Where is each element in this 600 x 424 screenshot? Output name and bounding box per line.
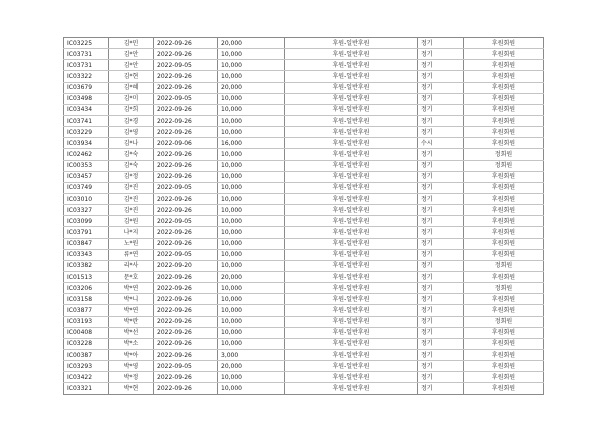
member-status-cell: 후원회원: [464, 82, 544, 93]
donor-id-cell: IC00387: [64, 349, 109, 360]
table-row: [64, 49, 544, 60]
table-row: [64, 138, 544, 149]
donation-type-cell: 정기: [418, 283, 464, 294]
donation-date-cell: 2022-09-26: [154, 115, 218, 126]
table-row: [64, 383, 544, 394]
donation-date-cell: 2022-09-26: [154, 338, 218, 349]
donor-id-cell: IC03321: [64, 383, 109, 394]
donation-category-cell: 후원-일반후원: [285, 372, 418, 383]
member-status-cell: 후원회원: [464, 127, 544, 138]
donation-category-cell: 후원-일반후원: [285, 138, 418, 149]
member-status-cell: 정회원: [464, 160, 544, 171]
donation-amount-cell: 10,000: [218, 305, 285, 316]
donation-type-cell: 정기: [418, 127, 464, 138]
donor-id-cell: IC03193: [64, 316, 109, 327]
donor-name-cell: 노*원: [109, 238, 154, 249]
donor-name-cell: 김*원: [109, 216, 154, 227]
member-status-cell: 후원회원: [464, 193, 544, 204]
donation-type-cell: 정기: [418, 349, 464, 360]
donation-amount-cell: 10,000: [218, 338, 285, 349]
donation-category-cell: 후원-일반후원: [285, 160, 418, 171]
donation-type-cell: 정기: [418, 338, 464, 349]
donation-amount-cell: 10,000: [218, 93, 285, 104]
donor-name-cell: 김*진: [109, 193, 154, 204]
member-status-cell: 후원회원: [464, 383, 544, 394]
donation-category-cell: 후원-일반후원: [285, 227, 418, 238]
member-status-cell: 정회원: [464, 316, 544, 327]
donation-category-cell: 후원-일반후원: [285, 305, 418, 316]
donation-amount-cell: 10,000: [218, 372, 285, 383]
donor-id-cell: IC03343: [64, 249, 109, 260]
donation-amount-cell: 16,000: [218, 138, 285, 149]
donation-amount-cell: 10,000: [218, 193, 285, 204]
donation-amount-cell: 10,000: [218, 294, 285, 305]
donation-type-cell: 정기: [418, 238, 464, 249]
donation-amount-cell: 10,000: [218, 283, 285, 294]
member-status-cell: 후원회원: [464, 138, 544, 149]
member-status-cell: 후원회원: [464, 71, 544, 82]
donation-amount-cell: 20,000: [218, 271, 285, 282]
donation-type-cell: 정기: [418, 249, 464, 260]
table-row: [64, 316, 544, 327]
donor-id-cell: IC03847: [64, 238, 109, 249]
donation-date-cell: 2022-09-05: [154, 60, 218, 71]
donation-category-cell: 후원-일반후원: [285, 349, 418, 360]
donor-id-cell: IC03877: [64, 305, 109, 316]
donation-type-cell: 정기: [418, 82, 464, 93]
table-row: [64, 82, 544, 93]
donation-date-cell: 2022-09-26: [154, 349, 218, 360]
donation-amount-cell: 10,000: [218, 383, 285, 394]
table-row: [64, 327, 544, 338]
donor-id-cell: IC03498: [64, 93, 109, 104]
table-row: [64, 127, 544, 138]
donation-amount-cell: 20,000: [218, 38, 285, 49]
donation-category-cell: 후원-일반후원: [285, 316, 418, 327]
donor-id-cell: IC03228: [64, 338, 109, 349]
donation-date-cell: 2022-09-05: [154, 93, 218, 104]
donor-id-cell: IC03934: [64, 138, 109, 149]
donor-id-cell: IC01513: [64, 271, 109, 282]
member-status-cell: 후원회원: [464, 294, 544, 305]
table-row: [64, 349, 544, 360]
donation-date-cell: 2022-09-20: [154, 260, 218, 271]
donor-id-cell: IC00353: [64, 160, 109, 171]
member-status-cell: 후원회원: [464, 327, 544, 338]
member-status-cell: 후원회원: [464, 182, 544, 193]
member-status-cell: 후원회원: [464, 38, 544, 49]
donor-name-cell: 김*안: [109, 49, 154, 60]
donor-id-cell: IC03322: [64, 71, 109, 82]
donor-name-cell: 김*정: [109, 171, 154, 182]
donation-date-cell: 2022-09-26: [154, 383, 218, 394]
donation-category-cell: 후원-일반후원: [285, 338, 418, 349]
donation-category-cell: 후원-일반후원: [285, 104, 418, 115]
donation-category-cell: 후원-일반후원: [285, 93, 418, 104]
donor-name-cell: 김*나: [109, 138, 154, 149]
donor-name-cell: 김*민: [109, 38, 154, 49]
table-row: [64, 160, 544, 171]
donation-type-cell: 정기: [418, 49, 464, 60]
table-row: [64, 249, 544, 260]
member-status-cell: 후원회원: [464, 115, 544, 126]
donation-type-cell: 정기: [418, 216, 464, 227]
donor-id-cell: IC03010: [64, 193, 109, 204]
table-row: [64, 115, 544, 126]
donor-id-cell: IC03791: [64, 227, 109, 238]
table-row: [64, 238, 544, 249]
table-row: [64, 171, 544, 182]
table-row: [64, 305, 544, 316]
donor-id-cell: IC03158: [64, 294, 109, 305]
donation-date-cell: 2022-09-26: [154, 193, 218, 204]
donation-type-cell: 정기: [418, 260, 464, 271]
donation-type-cell: 정기: [418, 60, 464, 71]
member-status-cell: 후원회원: [464, 305, 544, 316]
donor-id-cell: IC03206: [64, 283, 109, 294]
donor-name-cell: 김*진: [109, 182, 154, 193]
donation-category-cell: 후원-일반후원: [285, 127, 418, 138]
donor-name-cell: 박*소: [109, 338, 154, 349]
donation-amount-cell: 20,000: [218, 361, 285, 372]
donation-amount-cell: 20,000: [218, 82, 285, 93]
table-row: [64, 338, 544, 349]
donor-id-cell: IC03434: [64, 104, 109, 115]
donation-amount-cell: 10,000: [218, 316, 285, 327]
donor-name-cell: 박*연: [109, 305, 154, 316]
donation-type-cell: 정기: [418, 149, 464, 160]
donation-amount-cell: 10,000: [218, 216, 285, 227]
donation-category-cell: 후원-일반후원: [285, 38, 418, 49]
donation-date-cell: 2022-09-26: [154, 104, 218, 115]
table-row: [64, 205, 544, 216]
table-row: [64, 60, 544, 71]
donation-category-cell: 후원-일반후원: [285, 327, 418, 338]
donation-date-cell: 2022-09-26: [154, 294, 218, 305]
member-status-cell: 후원회원: [464, 60, 544, 71]
donor-name-cell: 김*숙: [109, 160, 154, 171]
donation-date-cell: 2022-09-06: [154, 138, 218, 149]
donation-category-cell: 후원-일반후원: [285, 271, 418, 282]
donation-amount-cell: 3,000: [218, 349, 285, 360]
donor-id-cell: IC03731: [64, 49, 109, 60]
donation-category-cell: 후원-일반후원: [285, 71, 418, 82]
donation-category-cell: 후원-일반후원: [285, 82, 418, 93]
member-status-cell: 후원회원: [464, 271, 544, 282]
member-status-cell: 후원회원: [464, 238, 544, 249]
member-status-cell: 정회원: [464, 149, 544, 160]
table-row: [64, 283, 544, 294]
donation-category-cell: 후원-일반후원: [285, 383, 418, 394]
donation-category-cell: 후원-일반후원: [285, 115, 418, 126]
table-body: [64, 38, 544, 395]
member-status-cell: 후원회원: [464, 227, 544, 238]
donation-type-cell: 정기: [418, 372, 464, 383]
donation-category-cell: 후원-일반후원: [285, 361, 418, 372]
donor-name-cell: 김*안: [109, 60, 154, 71]
donor-name-cell: 나*지: [109, 227, 154, 238]
table-row: [64, 71, 544, 82]
donation-type-cell: 정기: [418, 93, 464, 104]
donor-id-cell: IC03225: [64, 38, 109, 49]
donation-amount-cell: 10,000: [218, 205, 285, 216]
donor-id-cell: IC00408: [64, 327, 109, 338]
donation-date-cell: 2022-09-26: [154, 38, 218, 49]
donor-name-cell: 김*경: [109, 115, 154, 126]
donation-records-table: [63, 37, 544, 395]
donation-category-cell: 후원-일반후원: [285, 216, 418, 227]
donation-date-cell: 2022-09-26: [154, 316, 218, 327]
donation-type-cell: 정기: [418, 361, 464, 372]
donation-amount-cell: 10,000: [218, 149, 285, 160]
donation-category-cell: 후원-일반후원: [285, 238, 418, 249]
donation-date-cell: 2022-09-26: [154, 160, 218, 171]
donor-name-cell: 박*영: [109, 361, 154, 372]
donor-id-cell: IC03293: [64, 361, 109, 372]
member-status-cell: 정회원: [464, 283, 544, 294]
donation-category-cell: 후원-일반후원: [285, 260, 418, 271]
member-status-cell: 후원회원: [464, 104, 544, 115]
member-status-cell: 후원회원: [464, 93, 544, 104]
donor-name-cell: 박*정: [109, 372, 154, 383]
donation-date-cell: 2022-09-26: [154, 283, 218, 294]
donation-type-cell: 정기: [418, 383, 464, 394]
donation-amount-cell: 10,000: [218, 260, 285, 271]
donation-amount-cell: 10,000: [218, 249, 285, 260]
member-status-cell: 후원회원: [464, 372, 544, 383]
donation-date-cell: 2022-09-05: [154, 216, 218, 227]
donation-amount-cell: 10,000: [218, 160, 285, 171]
member-status-cell: 후원회원: [464, 49, 544, 60]
donor-name-cell: 김*현: [109, 71, 154, 82]
donation-amount-cell: 10,000: [218, 327, 285, 338]
table-row: [64, 294, 544, 305]
donation-category-cell: 후원-일반후원: [285, 294, 418, 305]
donation-type-cell: 정기: [418, 182, 464, 193]
donor-name-cell: 박*현: [109, 383, 154, 394]
table-row: [64, 38, 544, 49]
donor-name-cell: 김*혜: [109, 82, 154, 93]
donor-id-cell: IC03422: [64, 372, 109, 383]
donation-type-cell: 정기: [418, 71, 464, 82]
donation-type-cell: 정기: [418, 271, 464, 282]
donation-category-cell: 후원-일반후원: [285, 205, 418, 216]
donation-type-cell: 정기: [418, 160, 464, 171]
donation-category-cell: 후원-일반후원: [285, 283, 418, 294]
member-status-cell: 후원회원: [464, 338, 544, 349]
donation-amount-cell: 10,000: [218, 182, 285, 193]
donation-category-cell: 후원-일반후원: [285, 182, 418, 193]
table-row: [64, 149, 544, 160]
donor-name-cell: 박*아: [109, 349, 154, 360]
member-status-cell: 후원회원: [464, 361, 544, 372]
donor-id-cell: IC03731: [64, 60, 109, 71]
member-status-cell: 정회원: [464, 260, 544, 271]
donor-name-cell: 박*선: [109, 327, 154, 338]
donation-amount-cell: 10,000: [218, 49, 285, 60]
table-row: [64, 182, 544, 193]
donor-name-cell: 류*연: [109, 249, 154, 260]
donation-amount-cell: 10,000: [218, 115, 285, 126]
donation-date-cell: 2022-09-26: [154, 127, 218, 138]
donation-type-cell: 정기: [418, 38, 464, 49]
donor-name-cell: 리*사: [109, 260, 154, 271]
donation-type-cell: 정기: [418, 316, 464, 327]
table-row: [64, 227, 544, 238]
donation-date-cell: 2022-09-26: [154, 149, 218, 160]
member-status-cell: 후원회원: [464, 205, 544, 216]
donation-amount-cell: 10,000: [218, 104, 285, 115]
donation-amount-cell: 10,000: [218, 238, 285, 249]
donor-id-cell: IC03457: [64, 171, 109, 182]
donation-type-cell: 정기: [418, 193, 464, 204]
donor-id-cell: IC03679: [64, 82, 109, 93]
donation-type-cell: 수시: [418, 138, 464, 149]
donor-name-cell: 김*희: [109, 104, 154, 115]
donation-date-cell: 2022-09-26: [154, 238, 218, 249]
donation-date-cell: 2022-09-26: [154, 372, 218, 383]
donation-type-cell: 정기: [418, 327, 464, 338]
donor-name-cell: 김*숙: [109, 149, 154, 160]
donation-date-cell: 2022-09-05: [154, 249, 218, 260]
donation-type-cell: 정기: [418, 305, 464, 316]
donor-name-cell: 김*진: [109, 205, 154, 216]
donation-date-cell: 2022-09-26: [154, 171, 218, 182]
member-status-cell: 후원회원: [464, 216, 544, 227]
donor-id-cell: IC02462: [64, 149, 109, 160]
table-row: [64, 93, 544, 104]
table-row: [64, 271, 544, 282]
table-row: [64, 372, 544, 383]
donor-name-cell: 김*영: [109, 127, 154, 138]
donation-date-cell: 2022-09-26: [154, 49, 218, 60]
table-row: [64, 216, 544, 227]
donation-type-cell: 정기: [418, 227, 464, 238]
donation-date-cell: 2022-09-05: [154, 182, 218, 193]
donor-name-cell: 박*니: [109, 294, 154, 305]
donor-id-cell: IC03229: [64, 127, 109, 138]
donation-type-cell: 정기: [418, 294, 464, 305]
donation-date-cell: 2022-09-26: [154, 227, 218, 238]
donation-category-cell: 후원-일반후원: [285, 171, 418, 182]
member-status-cell: 후원회원: [464, 249, 544, 260]
table-row: [64, 104, 544, 115]
donation-category-cell: 후원-일반후원: [285, 60, 418, 71]
donation-date-cell: 2022-09-26: [154, 271, 218, 282]
donation-type-cell: 정기: [418, 115, 464, 126]
donation-type-cell: 정기: [418, 205, 464, 216]
donor-name-cell: 박*연: [109, 283, 154, 294]
donation-amount-cell: 10,000: [218, 227, 285, 238]
donation-category-cell: 후원-일반후원: [285, 49, 418, 60]
donation-date-cell: 2022-09-26: [154, 71, 218, 82]
donation-type-cell: 정기: [418, 171, 464, 182]
donation-type-cell: 정기: [418, 104, 464, 115]
donation-date-cell: 2022-09-26: [154, 205, 218, 216]
member-status-cell: 후원회원: [464, 171, 544, 182]
donation-amount-cell: 10,000: [218, 71, 285, 82]
donation-category-cell: 후원-일반후원: [285, 149, 418, 160]
donor-name-cell: 김*미: [109, 93, 154, 104]
member-status-cell: 후원회원: [464, 349, 544, 360]
donor-id-cell: IC03749: [64, 182, 109, 193]
table-row: [64, 260, 544, 271]
donor-name-cell: 박*란: [109, 316, 154, 327]
donation-category-cell: 후원-일반후원: [285, 193, 418, 204]
donor-id-cell: IC03099: [64, 216, 109, 227]
donation-date-cell: 2022-09-26: [154, 327, 218, 338]
donation-amount-cell: 10,000: [218, 171, 285, 182]
donor-name-cell: 문*호: [109, 271, 154, 282]
table-row: [64, 361, 544, 372]
donation-amount-cell: 10,000: [218, 127, 285, 138]
donor-id-cell: IC03382: [64, 260, 109, 271]
donor-id-cell: IC03327: [64, 205, 109, 216]
donation-category-cell: 후원-일반후원: [285, 249, 418, 260]
donation-date-cell: 2022-09-26: [154, 82, 218, 93]
donation-date-cell: 2022-09-26: [154, 305, 218, 316]
donor-id-cell: IC03741: [64, 115, 109, 126]
table-row: [64, 193, 544, 204]
donation-amount-cell: 10,000: [218, 60, 285, 71]
donation-date-cell: 2022-09-05: [154, 361, 218, 372]
